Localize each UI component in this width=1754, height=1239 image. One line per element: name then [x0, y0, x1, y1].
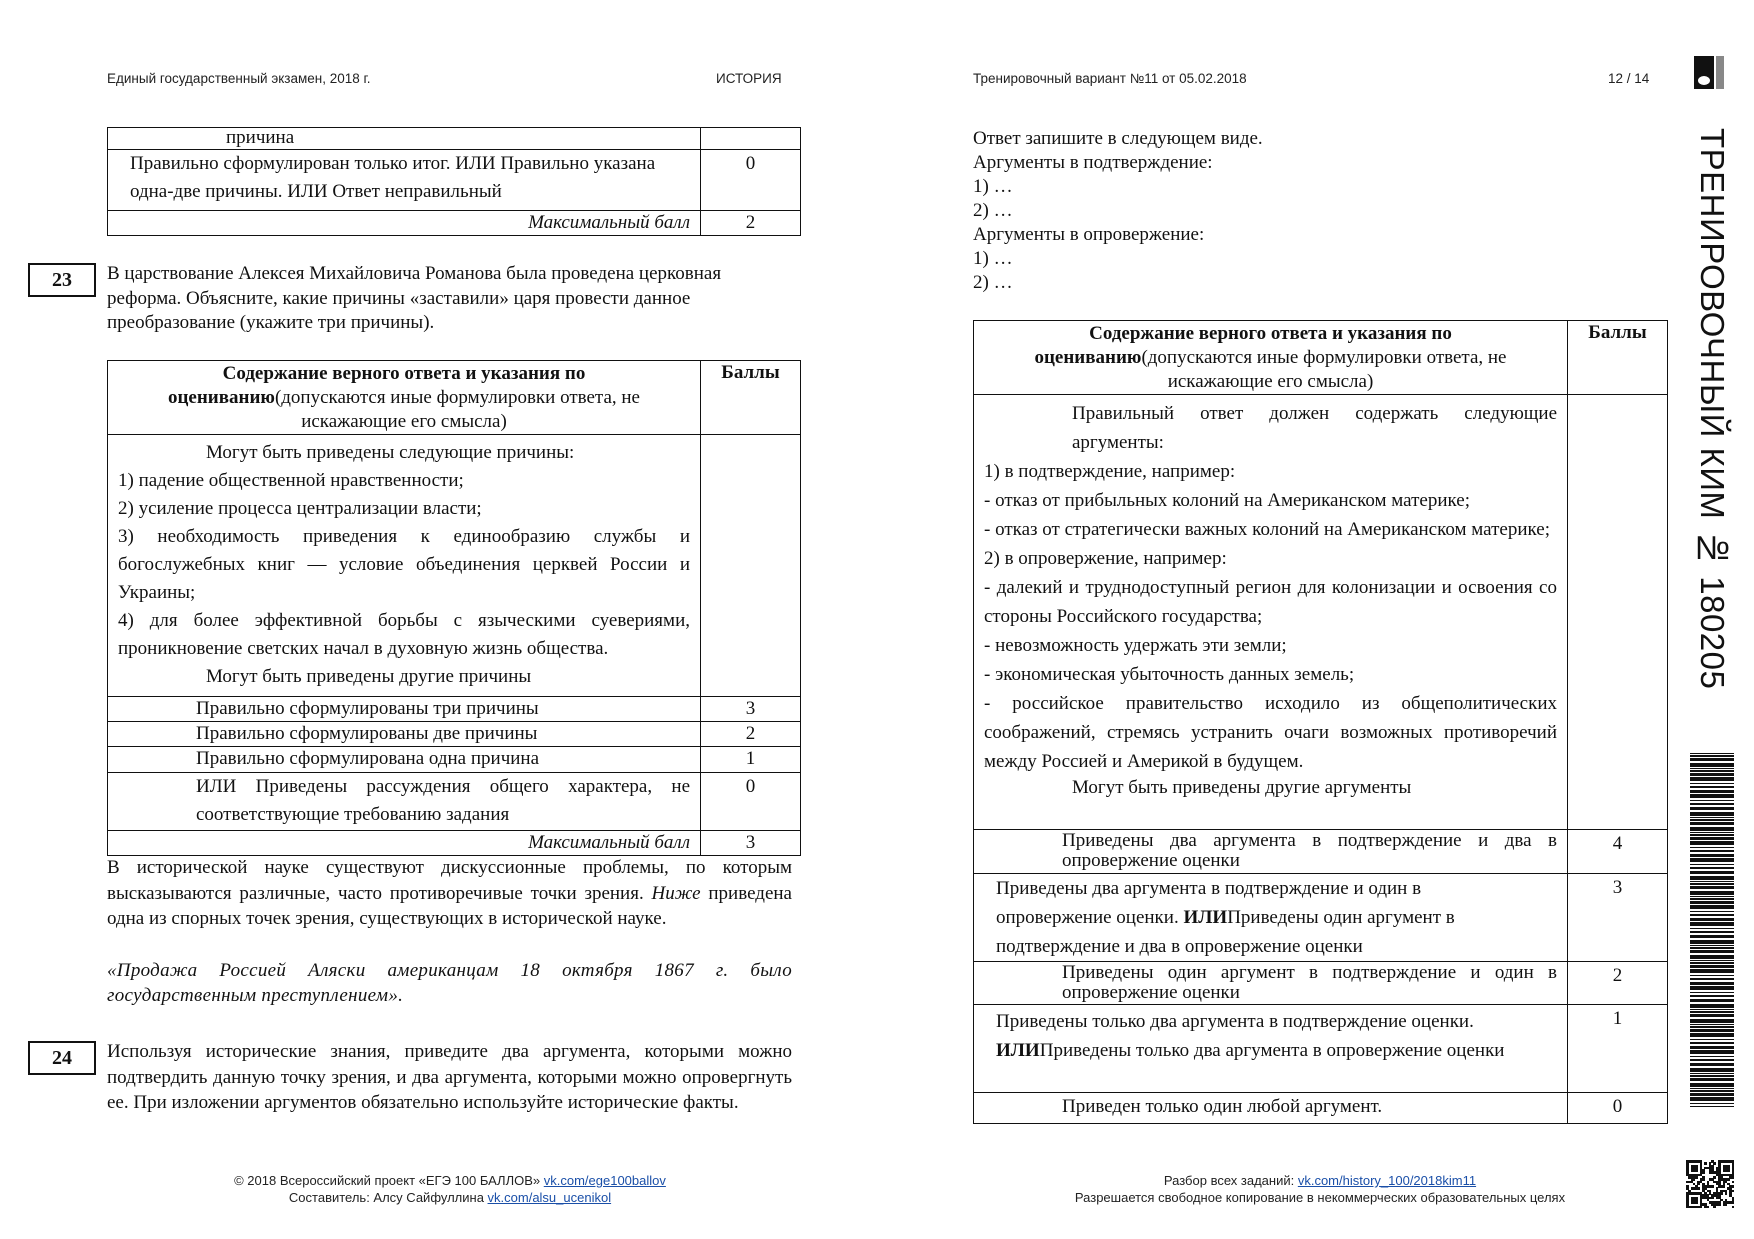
barcode-bar — [1690, 886, 1734, 889]
table-row: Приведены два аргумента в подтверждение и два в опровержение оценки — [974, 830, 1568, 874]
score: 3 — [701, 697, 801, 722]
barcode-bar — [1690, 817, 1734, 818]
barcode-bar — [1690, 841, 1734, 845]
score: 2 — [701, 722, 801, 747]
barcode-bar — [1690, 898, 1734, 900]
qr-module — [1732, 1190, 1735, 1193]
table-row: ИЛИ Приведены рассуждения общего характера, не соответствующие требованию задания — [108, 773, 701, 831]
logo-icon — [1694, 56, 1724, 89]
barcode-bar — [1690, 827, 1734, 831]
barcode-bar — [1690, 1009, 1734, 1010]
table-row: Приведены только два аргумента в подтверждение оценки. ИЛИПриведены только два аргумента в опровержение оценки — [974, 1005, 1568, 1093]
barcode-bar — [1690, 935, 1734, 938]
table-row: Приведены один аргумент в подтверждение и один в опровержение оценки — [974, 962, 1568, 1005]
list-item: - отказ от стратегически важных колоний на Американском материке; — [984, 519, 1550, 540]
list-item: - экономическая убыточность данных земель; — [984, 664, 1355, 685]
qr-module — [1700, 1206, 1703, 1209]
list-item: 1) в подтверждение, например: — [984, 461, 1236, 482]
barcode-bar — [1690, 800, 1734, 801]
qr-module — [1697, 1187, 1700, 1190]
barcode-bar — [1690, 858, 1734, 862]
barcode-bar — [1690, 950, 1734, 953]
barcode-bar — [1690, 819, 1734, 821]
barcode-bar — [1690, 955, 1734, 959]
qr-module — [1693, 1178, 1696, 1181]
qr-module — [1732, 1176, 1735, 1179]
qr-module — [1702, 1171, 1705, 1174]
footer-link-ege100[interactable]: vk.com/ege100ballov — [543, 1173, 666, 1188]
barcode-bar — [1690, 864, 1734, 865]
answer-format: Ответ запишите в следующем виде. Аргументы в подтверждение: 1) … 2) … Аргументы в опровержение: 1) … 2) … — [973, 128, 1263, 293]
qr-module — [1713, 1176, 1716, 1179]
barcode-bar — [1690, 1042, 1734, 1044]
qr-module — [1725, 1203, 1728, 1206]
qr-module — [1702, 1178, 1705, 1181]
side-title: ТРЕНИРОВОЧНЫЙ КИМ № 180205 — [1694, 128, 1731, 690]
barcode-bar — [1690, 1106, 1734, 1107]
table-row: Правильно сформулирован только итог. ИЛИ Правильно указана одна-две причины. ИЛИ Ответ неправильный — [108, 150, 701, 211]
barcode-bar — [1690, 847, 1734, 848]
qr-module — [1695, 1201, 1698, 1204]
barcode-bar — [1690, 931, 1734, 933]
qr-module — [1695, 1169, 1698, 1172]
barcode-bar — [1690, 832, 1734, 833]
barcode-bar — [1690, 1004, 1734, 1008]
score: 1 — [701, 747, 801, 773]
barcode-bar — [1690, 960, 1734, 961]
qr-code — [1686, 1160, 1734, 1208]
barcode-bar — [1690, 812, 1734, 816]
barcode-bar — [1690, 854, 1734, 857]
table-header-content: Содержание верного ответа и указания по оцениванию(допускаются иные формулировки ответа, не искажающие его смысла) — [974, 321, 1568, 395]
score: 0 — [701, 773, 801, 831]
score: 4 — [1568, 830, 1668, 874]
barcode-bar — [1690, 914, 1734, 916]
qr-module — [1711, 1197, 1714, 1200]
barcode-bar — [1690, 905, 1734, 909]
barcode-bar — [1690, 822, 1734, 825]
barcode-bar — [1690, 1039, 1734, 1040]
qr-module — [1697, 1183, 1700, 1186]
score: 0 — [1568, 1093, 1668, 1124]
table-header-content: Содержание верного ответа и указания по оцениванию(допускаются иные формулировки ответа, не искажающие его смысла) — [108, 361, 701, 435]
barcode-bar — [1690, 1073, 1734, 1074]
barcode-bar — [1690, 1046, 1734, 1049]
barcode-bar — [1690, 945, 1734, 946]
question-23-text: В царствование Алексея Михайловича Романова была проведена церковная реформа. Объясните, какие причины «заставили» царя провести данное преобразование (укажите три причины). — [107, 263, 722, 333]
barcode-bar — [1690, 1014, 1734, 1017]
qr-module — [1695, 1176, 1698, 1179]
qr-module — [1727, 1169, 1730, 1172]
scoring-table-22-tail — [107, 127, 801, 236]
barcode-bar — [1690, 850, 1734, 852]
qr-module — [1713, 1206, 1716, 1209]
barcode-bar — [1690, 790, 1734, 793]
qr-module — [1711, 1185, 1714, 1188]
barcode-bar — [1690, 962, 1734, 964]
barcode-bar — [1690, 965, 1734, 968]
qr-module — [1718, 1203, 1721, 1206]
question-number-23: 23 — [28, 263, 96, 297]
barcode-bar — [1690, 1075, 1734, 1077]
barcode-bar — [1690, 867, 1734, 869]
header-subject: ИСТОРИЯ — [716, 71, 782, 86]
score: 1 — [1568, 1005, 1668, 1093]
list-item: - невозможность удержать эти земли; — [984, 635, 1287, 656]
barcode-bar — [1690, 883, 1734, 885]
answer-content: Правильный ответ должен содержать следующие аргументы: 1) в подтверждение, например: - отказ от прибыльных колоний на Американском материке; - отказ от стратегически важных колоний на Американском материке; 2) в опровержение, например: - далекий и труднодоступный регион для колонизации и освоения со стороны Российского государства; - невозможность удержать эти земли; - экономическая убыточность данных земель; - российское правительство исходило из общеполитических соображений, стремясь устранить очаги возможных противоречий между Россией и Америкой в будущем. Могут быть приведены другие аргументы — [974, 395, 1568, 830]
discussion-intro: В исторической науке существуют дискуссионные проблемы, по которым высказываются различные, часто противоречивые точки зрения. Ниже приведена одна из спорных точек зрения, существующих в исторической науке. — [107, 857, 792, 929]
qr-module — [1720, 1192, 1723, 1195]
barcode-bar — [1690, 995, 1734, 997]
score: 3 — [1568, 874, 1668, 962]
score: 2 — [1568, 962, 1668, 1005]
qr-module — [1732, 1206, 1735, 1209]
barcode-bar — [1690, 1078, 1734, 1081]
list-item: - российское правительство исходило из общеполитических соображений, стремясь устранить очаги возможных противоречий между Россией и Америкой в будущем. — [984, 693, 1557, 772]
qr-module — [1732, 1185, 1735, 1188]
table-row: Правильно сформулирована одна причина — [108, 747, 701, 773]
barcode-bar — [1690, 1019, 1734, 1023]
barcode-bar — [1690, 1011, 1734, 1013]
barcode-bar — [1690, 794, 1734, 798]
barcode-bar — [1690, 773, 1734, 776]
list-item: 4) для более эффективной борьбы с языческими суевериями, проникновение светских начал в духовную жизнь общества. — [118, 610, 690, 659]
barcode-bar — [1690, 753, 1734, 754]
qr-module — [1713, 1162, 1716, 1165]
barcode-bar — [1690, 807, 1734, 810]
barcode-bar — [1690, 1024, 1734, 1025]
barcode-bar — [1690, 901, 1734, 904]
barcode-bar — [1690, 770, 1734, 772]
table-row: причина — [108, 128, 701, 150]
barcode-bar — [1690, 1029, 1734, 1032]
barcode-bar — [1690, 1033, 1734, 1037]
barcode-bar — [1690, 876, 1734, 880]
barcode-bar — [1690, 940, 1734, 944]
barcode-bar — [1690, 999, 1734, 1002]
barcode-bar — [1690, 922, 1734, 926]
barcode-bar — [1690, 871, 1734, 874]
barcode-bar — [1690, 783, 1734, 784]
barcode-bar — [1690, 1068, 1734, 1072]
barcode-bar — [1690, 834, 1734, 836]
barcode-bar — [1690, 982, 1734, 985]
header-variant: Тренировочный вариант №11 от 05.02.2018 — [973, 71, 1247, 86]
barcode-bar — [1690, 768, 1734, 769]
footer-link-analysis[interactable]: vk.com/history_100/2018kim11 — [1297, 1173, 1477, 1188]
scoring-table-24 — [973, 320, 1668, 1124]
barcode-bar — [1690, 1097, 1734, 1101]
page-number: 12 / 14 — [1608, 71, 1650, 86]
list-item: 2) усиление процесса централизации власти; — [118, 498, 482, 519]
header-exam-title: Единый государственный экзамен, 2018 г. — [107, 71, 371, 86]
barcode-bar — [1690, 777, 1734, 781]
barcode-bar — [1690, 1026, 1734, 1028]
footer-left: © 2018 Всероссийский проект «ЕГЭ 100 БАЛЛОВ» vk.com/ege100ballov Составитель: Алсу Сайфуллина vk.com/alsu_ucenikol — [234, 1173, 666, 1205]
max-score: 2 — [701, 211, 801, 236]
table-row: Приведен только один любой аргумент. — [974, 1093, 1568, 1124]
barcode-bar — [1690, 1063, 1734, 1066]
list-item: 2) в опровержение, например: — [984, 548, 1227, 569]
barcode-bar — [1690, 992, 1734, 993]
barcode-bar — [1690, 755, 1734, 757]
qr-module — [1727, 1178, 1730, 1181]
barcode-bar — [1690, 1103, 1734, 1104]
barcode — [1690, 753, 1734, 1107]
barcode-bar — [1690, 947, 1734, 949]
max-score-label: Максимальный балл — [108, 211, 701, 236]
scoring-table-23 — [107, 360, 801, 856]
barcode-bar — [1690, 1093, 1734, 1096]
qr-module — [1732, 1201, 1735, 1204]
score: 0 — [701, 150, 801, 211]
barcode-bar — [1690, 978, 1734, 980]
footer-link-author[interactable]: vk.com/alsu_ucenikol — [487, 1190, 612, 1205]
barcode-bar — [1690, 1090, 1734, 1092]
barcode-bar — [1690, 758, 1734, 761]
qr-module — [1732, 1181, 1735, 1184]
barcode-bar — [1690, 1083, 1734, 1087]
barcode-bar — [1690, 763, 1734, 767]
table-row: Приведены два аргумента в подтверждение и один в опровержение оценки. ИЛИПриведены один аргумент в подтверждение и два в опровержение оценки — [974, 874, 1568, 962]
barcode-bar — [1690, 975, 1734, 976]
barcode-bar — [1690, 803, 1734, 805]
qr-module — [1723, 1185, 1726, 1188]
barcode-bar — [1690, 1050, 1734, 1054]
question-number-24: 24 — [28, 1041, 96, 1075]
barcode-bar — [1690, 1056, 1734, 1057]
barcode-bar — [1690, 911, 1734, 912]
list-item: - отказ от прибыльных колоний на Американском материке; — [984, 490, 1470, 511]
list-item: - далекий и труднодоступный регион для колонизации и освоения со стороны Российского государства; — [984, 577, 1557, 627]
question-24-text: Используя исторические знания, приведите два аргумента, которыми можно подтвердить данную точку зрения, и два аргумента, которыми можно опровергнуть ее. При изложении аргументов обязательно используйте исторические факты. — [107, 1041, 792, 1113]
barcode-bar — [1690, 881, 1734, 882]
barcode-bar — [1690, 986, 1734, 990]
list-item: 3) необходимость приведения к единообразию службы и богослужебных книг — условие объединения церквей России и Украины; — [118, 526, 690, 603]
barcode-bar — [1690, 1088, 1734, 1089]
table-row: Правильно сформулированы три причины — [108, 697, 701, 722]
table-header-score: Баллы — [701, 361, 801, 435]
barcode-bar — [1690, 896, 1734, 897]
quote: «Продажа Россией Аляски американцам 18 октября 1867 г. было государственным преступлением». — [107, 960, 792, 1006]
barcode-bar — [1690, 837, 1734, 840]
list-item: 1) падение общественной нравственности; — [118, 470, 464, 491]
footer-right: Разбор всех заданий: vk.com/history_100/2018kim11 Разрешается свободное копирование в некоммерческих образовательных целях — [1074, 1173, 1566, 1205]
barcode-bar — [1690, 918, 1734, 921]
barcode-bar — [1690, 928, 1734, 929]
table-header-score: Баллы — [1568, 321, 1668, 395]
barcode-bar — [1690, 969, 1734, 973]
qr-module — [1707, 1206, 1710, 1209]
barcode-bar — [1690, 786, 1734, 788]
qr-module — [1725, 1192, 1728, 1195]
table-row: Правильно сформулированы две причины — [108, 722, 701, 747]
qr-module — [1704, 1162, 1707, 1165]
max-score-label: Максимальный балл — [108, 831, 701, 856]
max-score: 3 — [701, 831, 801, 856]
barcode-bar — [1690, 1059, 1734, 1061]
answer-content: Могут быть приведены следующие причины: 1) падение общественной нравственности; 2) усиление процесса централизации власти; 3) необходимость приведения к единообразию службы и богослужебных книг — условие объединения церквей России и Украины; 4) для более эффективной борьбы с языческими суевериями, проникновение светских начал в духовную жизнь общества. Могут быть приведены другие причины — [108, 435, 701, 697]
barcode-bar — [1690, 891, 1734, 895]
